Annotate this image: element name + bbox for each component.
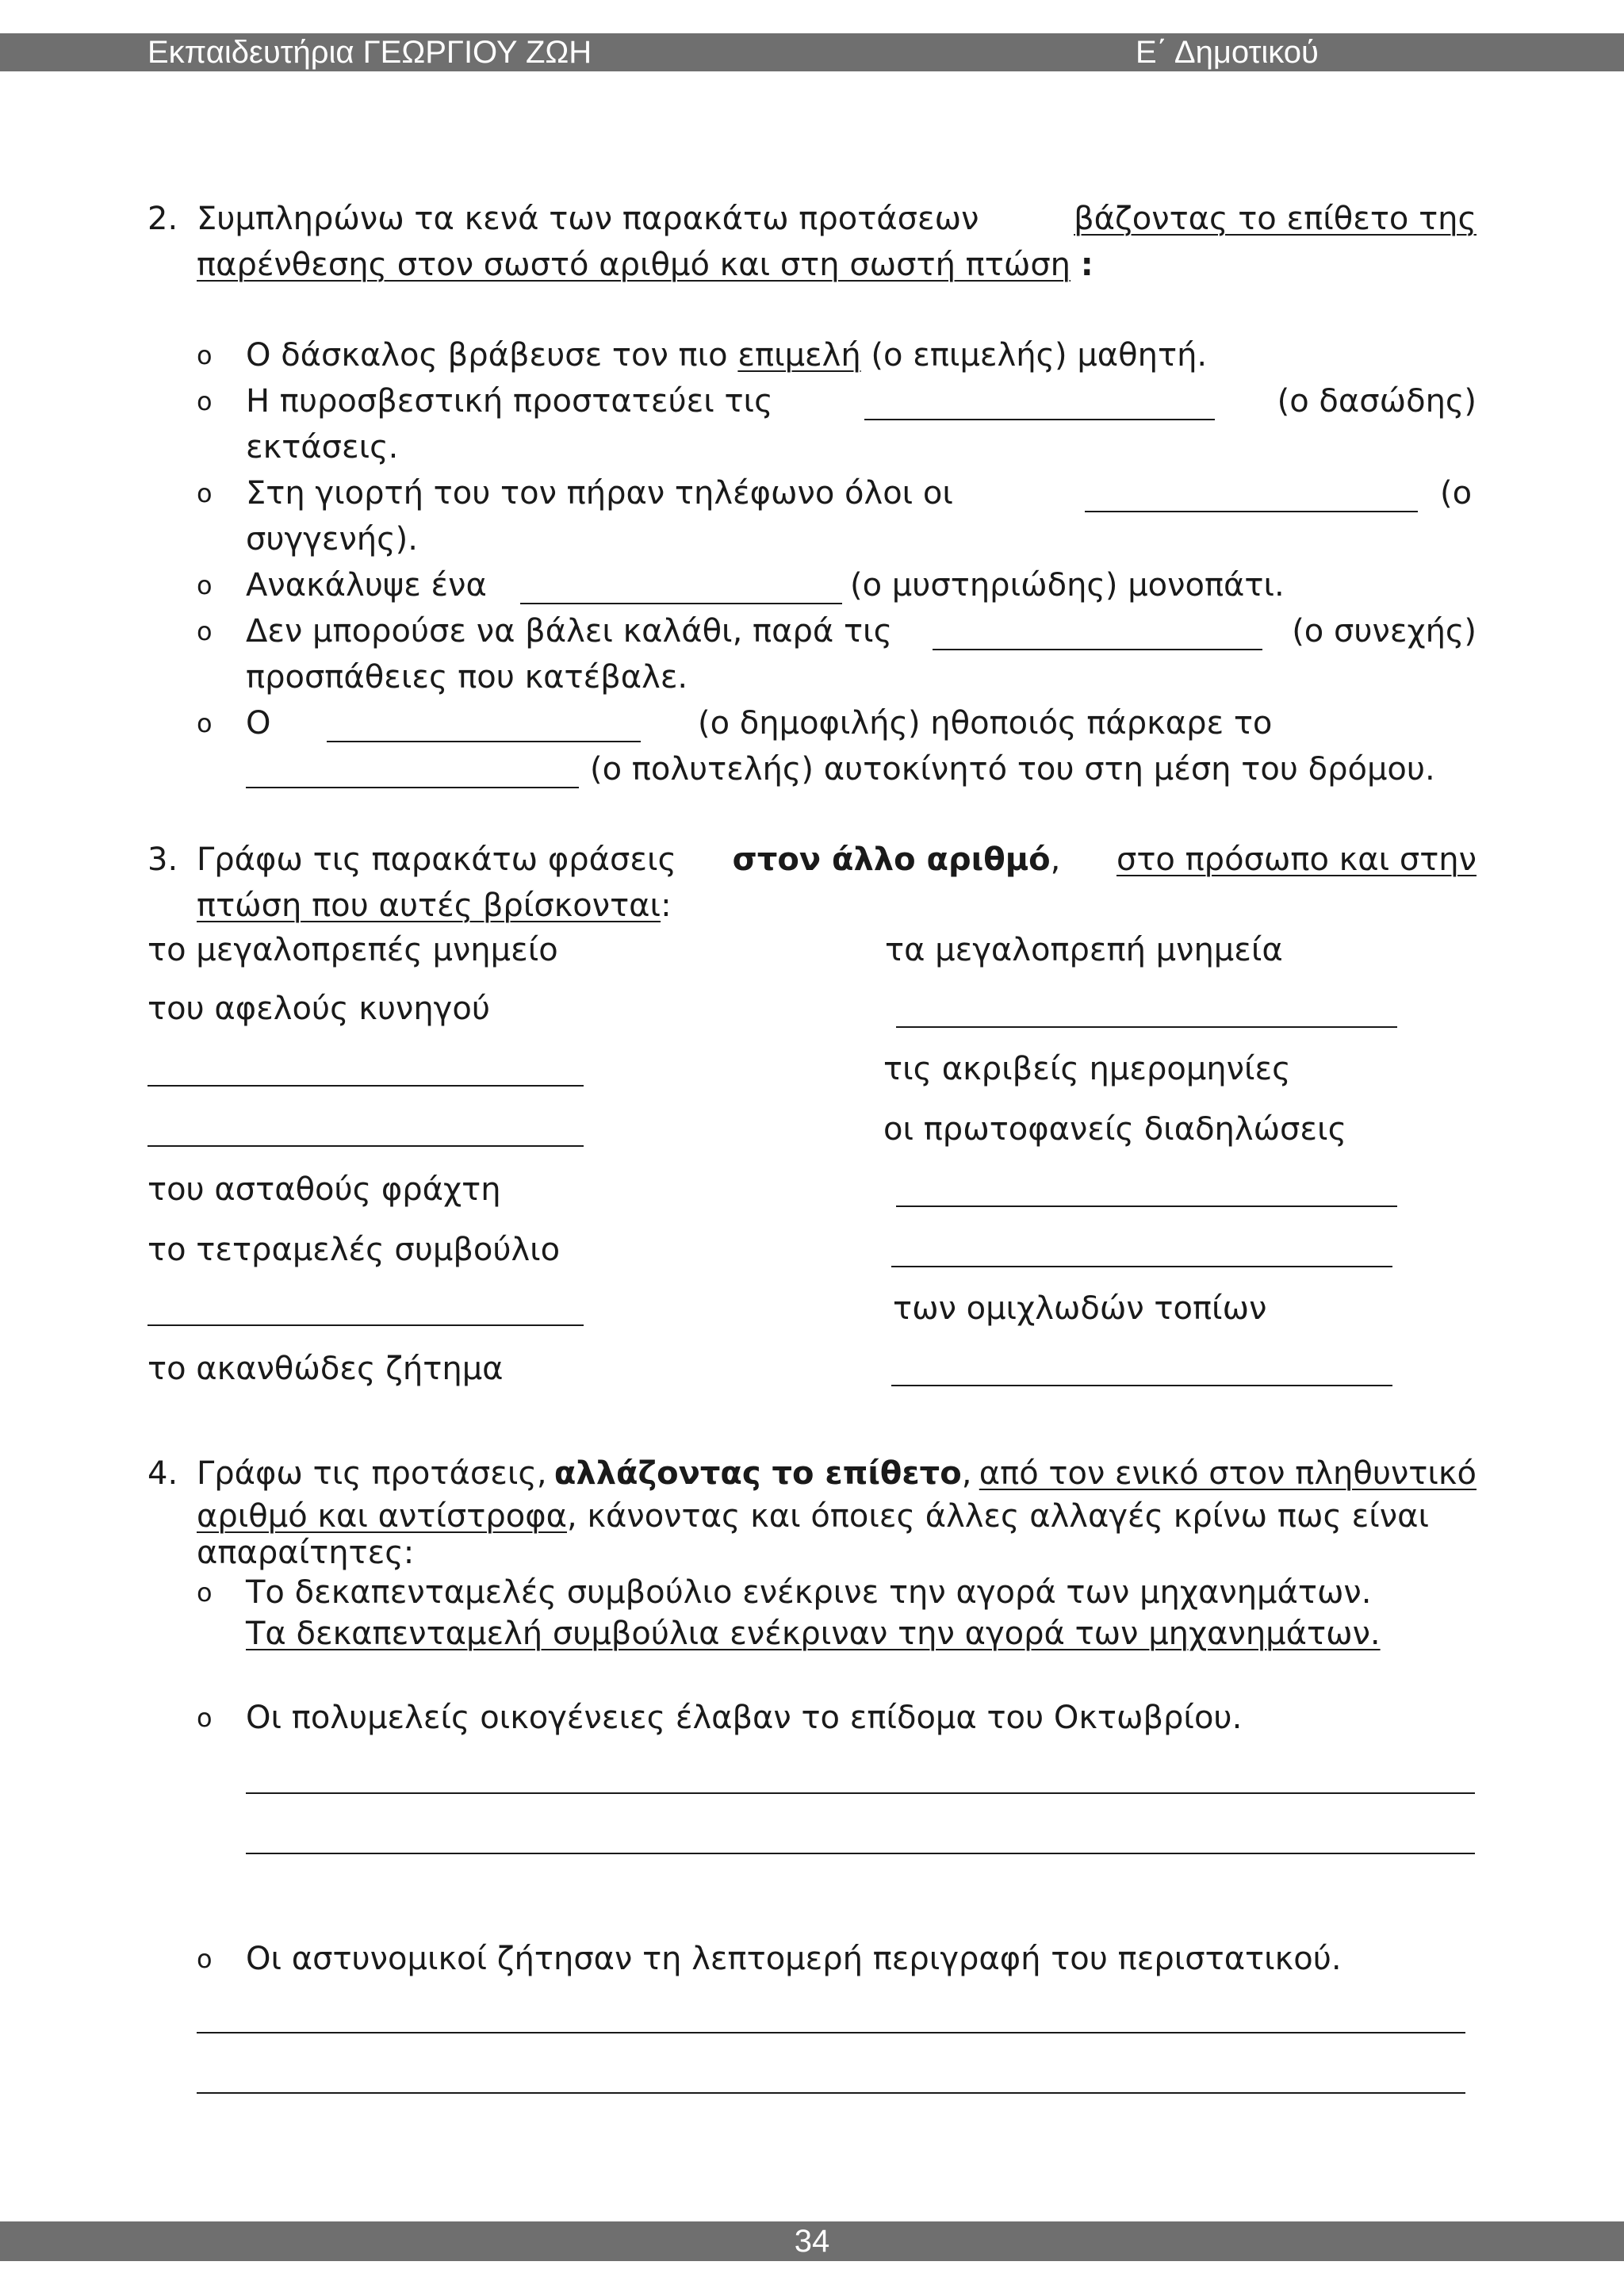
answer-blank[interactable] xyxy=(896,1205,1397,1207)
filled-answer: Τα δεκαπενταμελή συμβούλια ενέκριναν την αγορά των μηχανημάτων. xyxy=(246,1616,1381,1652)
answer-blank[interactable] xyxy=(891,1385,1392,1386)
exercise-number: 2. xyxy=(147,201,178,237)
bullet-icon: o xyxy=(197,616,213,646)
answer-blank[interactable] xyxy=(327,741,641,742)
school-name: Εκπαιδευτήρια ΓΕΩΡΓΙΟΥ ΖΩΗ xyxy=(147,35,592,70)
list-item-text: Ανακάλυψε ένα xyxy=(246,567,487,604)
answer-line[interactable] xyxy=(197,2092,1465,2094)
exercise-instruction-line2: παρένθεσης στον σωστό αριθμό και στη σωστή πτώση : xyxy=(197,247,1094,283)
sentence: Οι αστυνομικοί ζήτησαν τη λεπτομερή περιγραφή του περιστατικού. xyxy=(246,1941,1342,1977)
exercise-number: 3. xyxy=(147,841,178,878)
sentence: Οι πολυμελείς οικογένειες έλαβαν το επίδομα του Οκτωβρίου. xyxy=(246,1700,1243,1736)
answer-blank[interactable] xyxy=(864,419,1215,420)
grade-label: Ε΄ Δημοτικού xyxy=(1136,35,1319,70)
bullet-icon: o xyxy=(197,478,213,508)
answer-blank[interactable] xyxy=(147,1145,584,1147)
filled-answer: επιμελή xyxy=(737,337,861,374)
phrase-left: το μεγαλοπρεπές μνημείο xyxy=(147,932,558,968)
bullet-icon: o xyxy=(197,708,213,738)
sentence: Το δεκαπενταμελές συμβούλιο ενέκρινε την αγορά των μηχανημάτων. xyxy=(246,1574,1372,1611)
phrase-right: τις ακριβείς ημερομηνίες xyxy=(883,1051,1291,1087)
answer-blank[interactable] xyxy=(147,1085,584,1087)
bullet-icon: o xyxy=(197,1577,213,1608)
exercise-instruction-line3: απαραίτητες: xyxy=(197,1535,415,1571)
exercise-instruction-line1: Γράφω τις προτάσεις, αλλάζοντας το επίθετο, από τον ενικό στον πληθυντικό xyxy=(197,1455,1477,1492)
list-item-text: Στη γιορτή του τον πήραν τηλέφωνο όλοι οι xyxy=(246,475,953,512)
answer-blank[interactable] xyxy=(520,603,842,604)
answer-blank[interactable] xyxy=(896,1026,1397,1028)
bullet-icon: o xyxy=(197,570,213,600)
bullet-icon: o xyxy=(197,386,213,416)
page-footer xyxy=(0,2221,1624,2261)
bullet-icon: o xyxy=(197,340,213,370)
answer-line[interactable] xyxy=(246,1853,1475,1854)
answer-blank[interactable] xyxy=(246,787,579,788)
answer-blank[interactable] xyxy=(891,1266,1392,1267)
list-item-text: Ο xyxy=(246,705,271,742)
phrase-left: το ακανθώδες ζήτημα xyxy=(147,1351,504,1387)
list-item: Ο δάσκαλος βράβευσε τον πιο επιμελή (ο επιμελής) μαθητή. xyxy=(246,337,1208,374)
page-number: 34 xyxy=(794,2224,830,2259)
list-item-text: Η πυροσβεστική προστατεύει τις xyxy=(246,383,773,420)
exercise-instruction-line2: πτώση που αυτές βρίσκονται: xyxy=(197,887,672,924)
phrase-left: του αφελούς κυνηγού xyxy=(147,991,490,1027)
phrase-left: το τετραμελές συμβούλιο xyxy=(147,1232,561,1268)
answer-line[interactable] xyxy=(246,1792,1475,1794)
answer-line[interactable] xyxy=(197,2032,1465,2033)
bullet-icon: o xyxy=(197,1944,213,1974)
answer-blank[interactable] xyxy=(933,649,1262,650)
phrase-right: οι πρωτοφανείς διαδηλώσεις xyxy=(883,1111,1347,1148)
answer-blank[interactable] xyxy=(1085,511,1418,512)
exercise-instruction-line2: αριθμό και αντίστροφα, κάνοντας και όποιες άλλες αλλαγές κρίνω πως είναι xyxy=(197,1498,1430,1535)
answer-blank[interactable] xyxy=(147,1324,584,1326)
list-item-text: Δεν μπορούσε να βάλει καλάθι, παρά τις xyxy=(246,613,893,650)
phrase-right: των ομιχλωδών τοπίων xyxy=(893,1290,1267,1327)
exercise-number: 4. xyxy=(147,1455,178,1492)
bullet-icon: o xyxy=(197,1703,213,1733)
phrase-right: τα μεγαλοπρεπή μνημεία xyxy=(885,932,1283,968)
exercise-instruction-line1: Γράφω τις παρακάτω φράσεις στον άλλο αριθμό, στο πρόσωπο και στην xyxy=(197,841,1477,878)
exercise-instruction-line1: Συμπληρώνω τα κενά των παρακάτω προτάσεων βάζοντας το επίθετο της xyxy=(197,201,1477,237)
page-header xyxy=(0,33,1624,71)
phrase-left: του ασταθούς φράχτη xyxy=(147,1171,501,1208)
